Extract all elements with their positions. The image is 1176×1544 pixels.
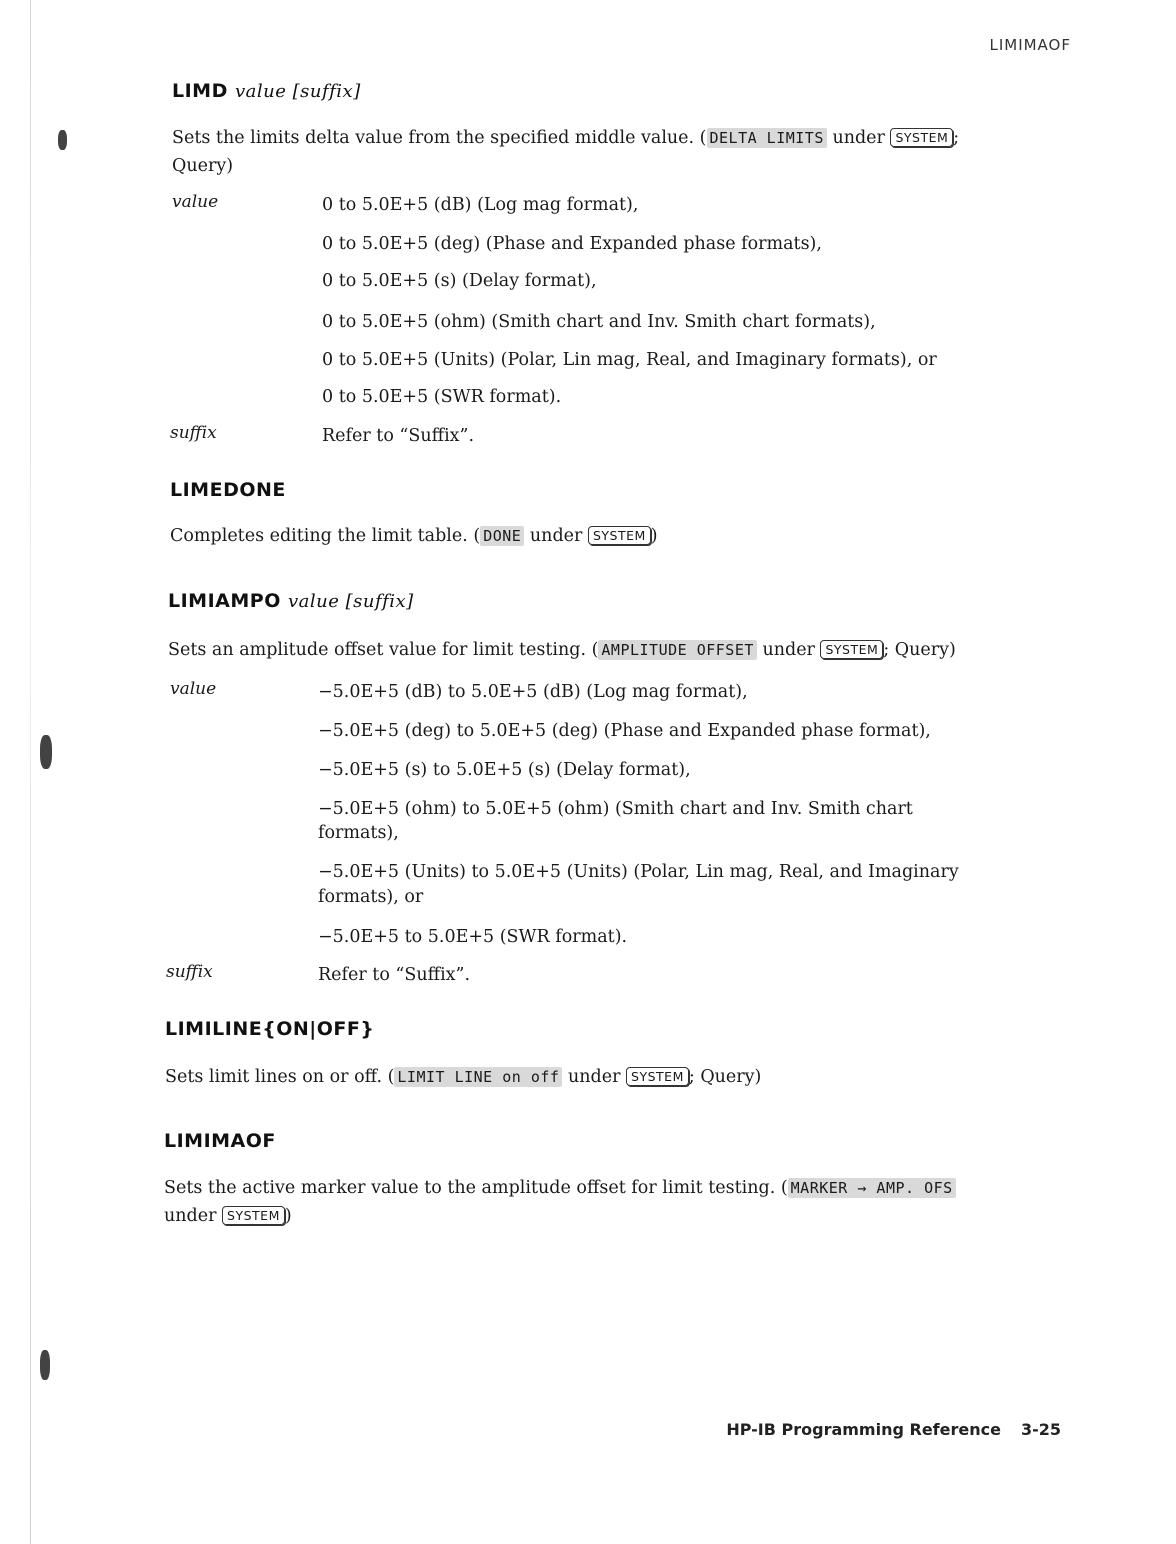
running-head: LIMIMAOF <box>989 36 1071 54</box>
limiline-heading <box>165 1018 374 1040</box>
system-hardkey: SYSTEM <box>222 1206 285 1225</box>
value-line: −5.0E+5 to 5.0E+5 (SWR format). <box>318 927 628 947</box>
limiampo-heading <box>168 590 414 612</box>
limit-line-softkey: LIMIT LINE on off <box>394 1067 562 1087</box>
value-line: formats), or <box>318 887 424 907</box>
desc-text: Sets an amplitude offset value for limit testing. ( <box>168 640 599 660</box>
suffix-text: Refer to “Suffix”. <box>318 965 471 985</box>
desc-text: Sets the active marker value to the amplitude offset for limit testing. ( <box>164 1178 788 1198</box>
value-label: value <box>172 192 219 212</box>
limiline-description <box>165 1063 761 1091</box>
done-softkey: DONE <box>480 526 524 546</box>
command-arg: value [suffix] <box>234 81 361 102</box>
desc-text: ; Query) <box>688 1067 762 1087</box>
command-arg: value [suffix] <box>287 591 414 612</box>
system-hardkey: SYSTEM <box>588 526 651 545</box>
limd-heading <box>172 80 361 102</box>
value-line: 0 to 5.0E+5 (deg) (Phase and Expanded phase formats), <box>322 234 822 254</box>
command-name: LIMD <box>172 80 228 102</box>
command-name: LIMIAMPO <box>168 590 281 612</box>
desc-text: under <box>756 640 821 660</box>
limiampo-description <box>168 636 956 664</box>
desc-text: ) <box>284 1206 292 1226</box>
desc-text: ; <box>953 128 960 148</box>
value-line: 0 to 5.0E+5 (SWR format). <box>322 387 562 407</box>
value-line: 0 to 5.0E+5 (Units) (Polar, Lin mag, Real, and Imaginary formats), or <box>322 350 937 370</box>
value-line: 0 to 5.0E+5 (s) (Delay format), <box>322 271 597 291</box>
system-hardkey: SYSTEM <box>626 1067 689 1086</box>
value-line: −5.0E+5 (Units) to 5.0E+5 (Units) (Polar, Lin mag, Real, and Imaginary <box>318 862 959 882</box>
limimaof-description <box>164 1174 956 1230</box>
value-label: value <box>170 679 217 699</box>
delta-limits-softkey: DELTA LIMITS <box>707 128 827 148</box>
limimaof-heading <box>164 1130 276 1152</box>
desc-text: ) <box>650 526 658 546</box>
desc-text: under <box>524 526 588 546</box>
system-hardkey: SYSTEM <box>820 640 883 659</box>
desc-text: ; Query) <box>883 640 956 660</box>
limedone-heading <box>170 479 286 501</box>
value-line: formats), <box>318 823 399 843</box>
suffix-text: Refer to “Suffix”. <box>322 426 475 446</box>
suffix-label: suffix <box>170 423 217 443</box>
desc-text: Sets limit lines on or off. ( <box>165 1067 395 1087</box>
desc-text: Sets the limits delta value from the specified middle value. ( <box>172 128 707 148</box>
scan-blot <box>40 1350 50 1380</box>
footer-title: HP-IB Programming Reference <box>726 1420 1001 1439</box>
limedone-description <box>170 522 658 550</box>
scan-blot <box>58 130 67 150</box>
desc-text: under <box>562 1067 627 1087</box>
desc-text: under <box>826 128 891 148</box>
suffix-label: suffix <box>166 962 213 982</box>
value-line: −5.0E+5 (s) to 5.0E+5 (s) (Delay format), <box>318 760 691 780</box>
marker-amp-ofs-softkey: MARKER → AMP. OFS <box>788 1178 956 1198</box>
value-line: −5.0E+5 (ohm) to 5.0E+5 (ohm) (Smith chart and Inv. Smith chart <box>318 799 913 819</box>
scan-blot <box>40 735 52 769</box>
page-footer <box>726 1420 1061 1439</box>
desc-text: Completes editing the limit table. ( <box>170 526 481 546</box>
value-line: −5.0E+5 (dB) to 5.0E+5 (dB) (Log mag format), <box>318 682 748 702</box>
command-name: LIMEDONE <box>170 479 286 501</box>
desc-text: under <box>164 1206 223 1226</box>
limd-description <box>172 124 959 180</box>
value-line: 0 to 5.0E+5 (dB) (Log mag format), <box>322 195 639 215</box>
system-hardkey: SYSTEM <box>890 128 953 147</box>
desc-text: Query) <box>172 156 234 176</box>
command-name: LIMIMAOF <box>164 1130 276 1152</box>
command-name: LIMILINE{ON|OFF} <box>165 1018 375 1040</box>
amplitude-offset-softkey: AMPLITUDE OFFSET <box>598 640 757 660</box>
page-number: 3-25 <box>1020 1420 1061 1439</box>
value-line: 0 to 5.0E+5 (ohm) (Smith chart and Inv. Smith chart formats), <box>322 312 876 332</box>
scan-edge <box>30 0 31 1544</box>
value-line: −5.0E+5 (deg) to 5.0E+5 (deg) (Phase and Expanded phase format), <box>318 721 931 741</box>
